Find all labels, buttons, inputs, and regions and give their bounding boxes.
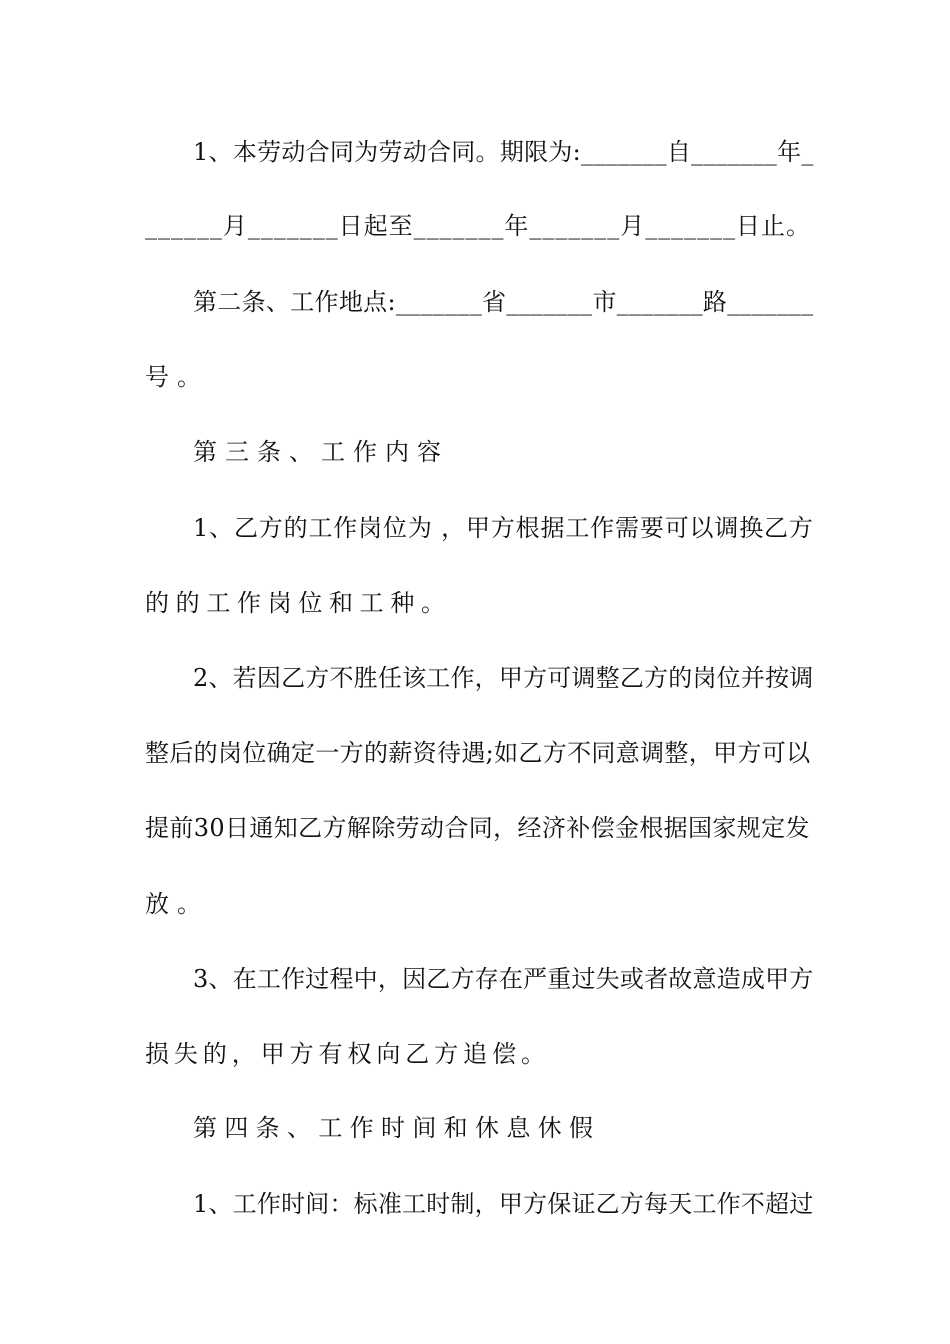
article-four-heading: 第四条、工作时间和休息休假	[193, 1114, 601, 1142]
work-content-item-3-line-1: 3、在工作过程中，因乙方存在严重过失或者故意造成甲方	[193, 965, 814, 993]
work-content-item-3-line-2: 损失的，甲方有权向乙方追偿。	[145, 1040, 550, 1068]
contract-term-line-1: 1、本劳动合同为劳动合同。期限为:_______自_______年_	[193, 138, 814, 166]
work-location-ending: 号。	[145, 363, 209, 391]
work-content-item-2-line-3: 提前30日通知乙方解除劳动合同，经济补偿金根据国家规定发	[145, 814, 810, 842]
article-three-heading: 第三条、工作内容	[193, 438, 449, 466]
work-content-item-2-line-2: 整后的岗位确定一方的薪资待遇;如乙方不同意调整，甲方可以	[145, 739, 811, 767]
working-hours-item-1: 1、工作时间：标准工时制，甲方保证乙方每天工作不超过	[193, 1190, 814, 1218]
work-content-item-2-line-1: 2、若因乙方不胜任该工作，甲方可调整乙方的岗位并按调	[193, 664, 814, 692]
article-two-work-location: 第二条、工作地点:_______省_______市_______路_______	[193, 288, 814, 316]
work-content-item-1-line-1: 1、乙方的工作岗位为 ，甲方根据工作需要可以调换乙方	[193, 514, 814, 542]
work-content-item-2-line-4: 放。	[145, 890, 209, 918]
work-content-item-1-line-2: 的的工作岗位和工种。	[145, 589, 452, 617]
contract-term-line-2: ______月_______日起至_______年_______月_______日止。	[145, 212, 811, 240]
